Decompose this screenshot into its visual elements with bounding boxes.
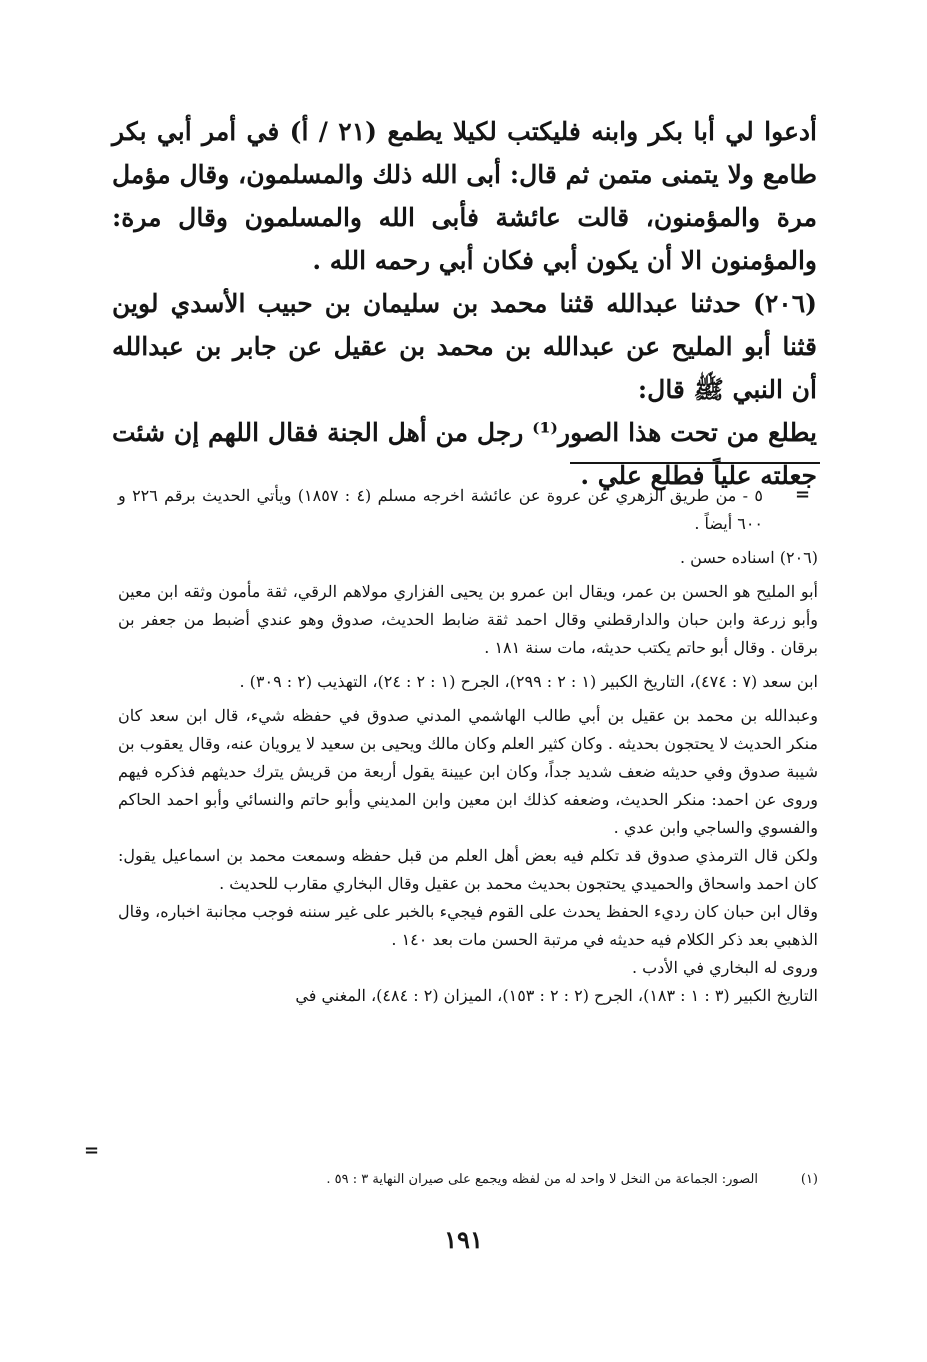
main-text xyxy=(112,110,817,497)
main-paragraph-1: أدعوا لي أبا بكر وابنه فليكتب لكيلا يطمع (٢١ / أ) في أمر أبي بكر طامع ولا يتمنى متمن ثم قال: أبى الله ذلك والمسلمون، وقال مؤمل مرة والمؤمنون، قالت عائشة فأبى الله والمسلمون وقال مرة: والمؤمنون الا أن يكون أبي فكان أبي رحمه الله . xyxy=(112,117,817,275)
note-sources-continued: التاريخ الكبير (٣ : ١ : ١٨٣)، الجرح (٢ : ٢ : ١٥٣)، الميزان (٢ : ٤٨٤)، المغني في xyxy=(295,986,818,1005)
main-paragraph-2-hadith-206: (٢٠٦) حدثنا عبدالله قثنا محمد بن سليمان بن حبيب الأسدي لوين قثنا أبو المليح عن عبدالله بن محمد بن عقيل عن جابر بن عبدالله أن النبي ﷺ قال: xyxy=(112,289,817,404)
note-bukhari-adab: وروى له البخاري في الأدب . xyxy=(631,958,818,977)
continuation-mark-bottom: = xyxy=(84,1140,100,1161)
note-206-isnad: (٢٠٦) اسناده حسن . xyxy=(679,548,818,567)
footnote-number: (١) xyxy=(800,1172,818,1187)
note-abu-al-malih: أبو المليح هو الحسن بن عمر، ويقال ابن عمرو بن يحيى الفزاري مولاهم الرقي، ثقة مأمون وثقه ابن معين وأبو زرعة وابن حبان والدارقطني وقال احمد ثقة ضابط الحديث، صدوق وهو عندي أضبط من جعفر بن برقان . وقال أبو حاتم يكتب حديثه، مات سنة ١٨١ . xyxy=(118,582,818,657)
footnote-text: الصور: الجماعة من النخل لا واحد له من لفظه ويجمع على صيران النهاية ٣ : ٥٩ . xyxy=(326,1172,758,1187)
note-ibn-hibban: وقال ابن حبان كان رديء الحفظ يحدث على القوم فيجيء بالخبر على غير سننه فوجب مجانبة اخباره، وقال الذهبي بعد ذكر الكلام فيه حديثه في مرتبة الحسن مات بعد ١٤٠ . xyxy=(118,902,818,949)
note-5-muslim-reference: ٥ - من طريق الزهري عن عروة عن عائشة اخرجه مسلم (٤ : ١٨٥٧) ويأتي الحديث برقم ٢٢٦ و ٦٠٠ أيضاً . xyxy=(118,486,764,533)
footnote-separator-line xyxy=(570,462,820,464)
note-abdullah-ibn-aqil: وعبدالله بن محمد بن عقيل بن أبي طالب الهاشمي المدني صدوق في حفظه شيء، قال ابن سعد كان منكر الحديث لا يحتجون بحديثه . وكان كثير العلم وكان مالك ويحيى بن سعيد لا يرويان عنه، وقال يعقوب بن شيبة صدوق وفي حديثه ضعف شديد جداً، وكان ابن عيينة يقول أربعة من قريش يترك حديثهم فذكره فيهم وروى عن احمد: منكر الحديث، وضعفه كذلك ابن معين وابن المديني وأبو حاتم والنسائي وأبو احمد الحاكم والفسوي والساجي وابن عدي . xyxy=(118,706,818,837)
continuation-mark-top: = xyxy=(795,484,811,505)
page-number: ١٩١ xyxy=(444,1225,483,1254)
note-tirmidhi: ولكن قال الترمذي صدوق قد تكلم فيه بعض أهل العلم من قبل حفظه وسمعت محمد بن اسماعيل يقول: كان احمد واسحاق والحميدي يحتجون بحديث محمد بن عقيل وقال البخاري مقارب للحديث . xyxy=(118,846,818,893)
commentary-notes xyxy=(118,482,818,1010)
main-paragraph-3: يطلع من تحت هذا الصور⁽¹⁾ رجل من أهل الجنة فقال اللهم إن شئت جعلته علياً فطلع علي . xyxy=(112,418,817,490)
note-abu-al-malih-sources: ابن سعد (٧ : ٤٧٤)، التاريخ الكبير (١ : ٢ : ٢٩٩)، الجرح (١ : ٢ : ٢٤)، التهذيب (٢ : ٣٠٩) . xyxy=(239,672,818,691)
